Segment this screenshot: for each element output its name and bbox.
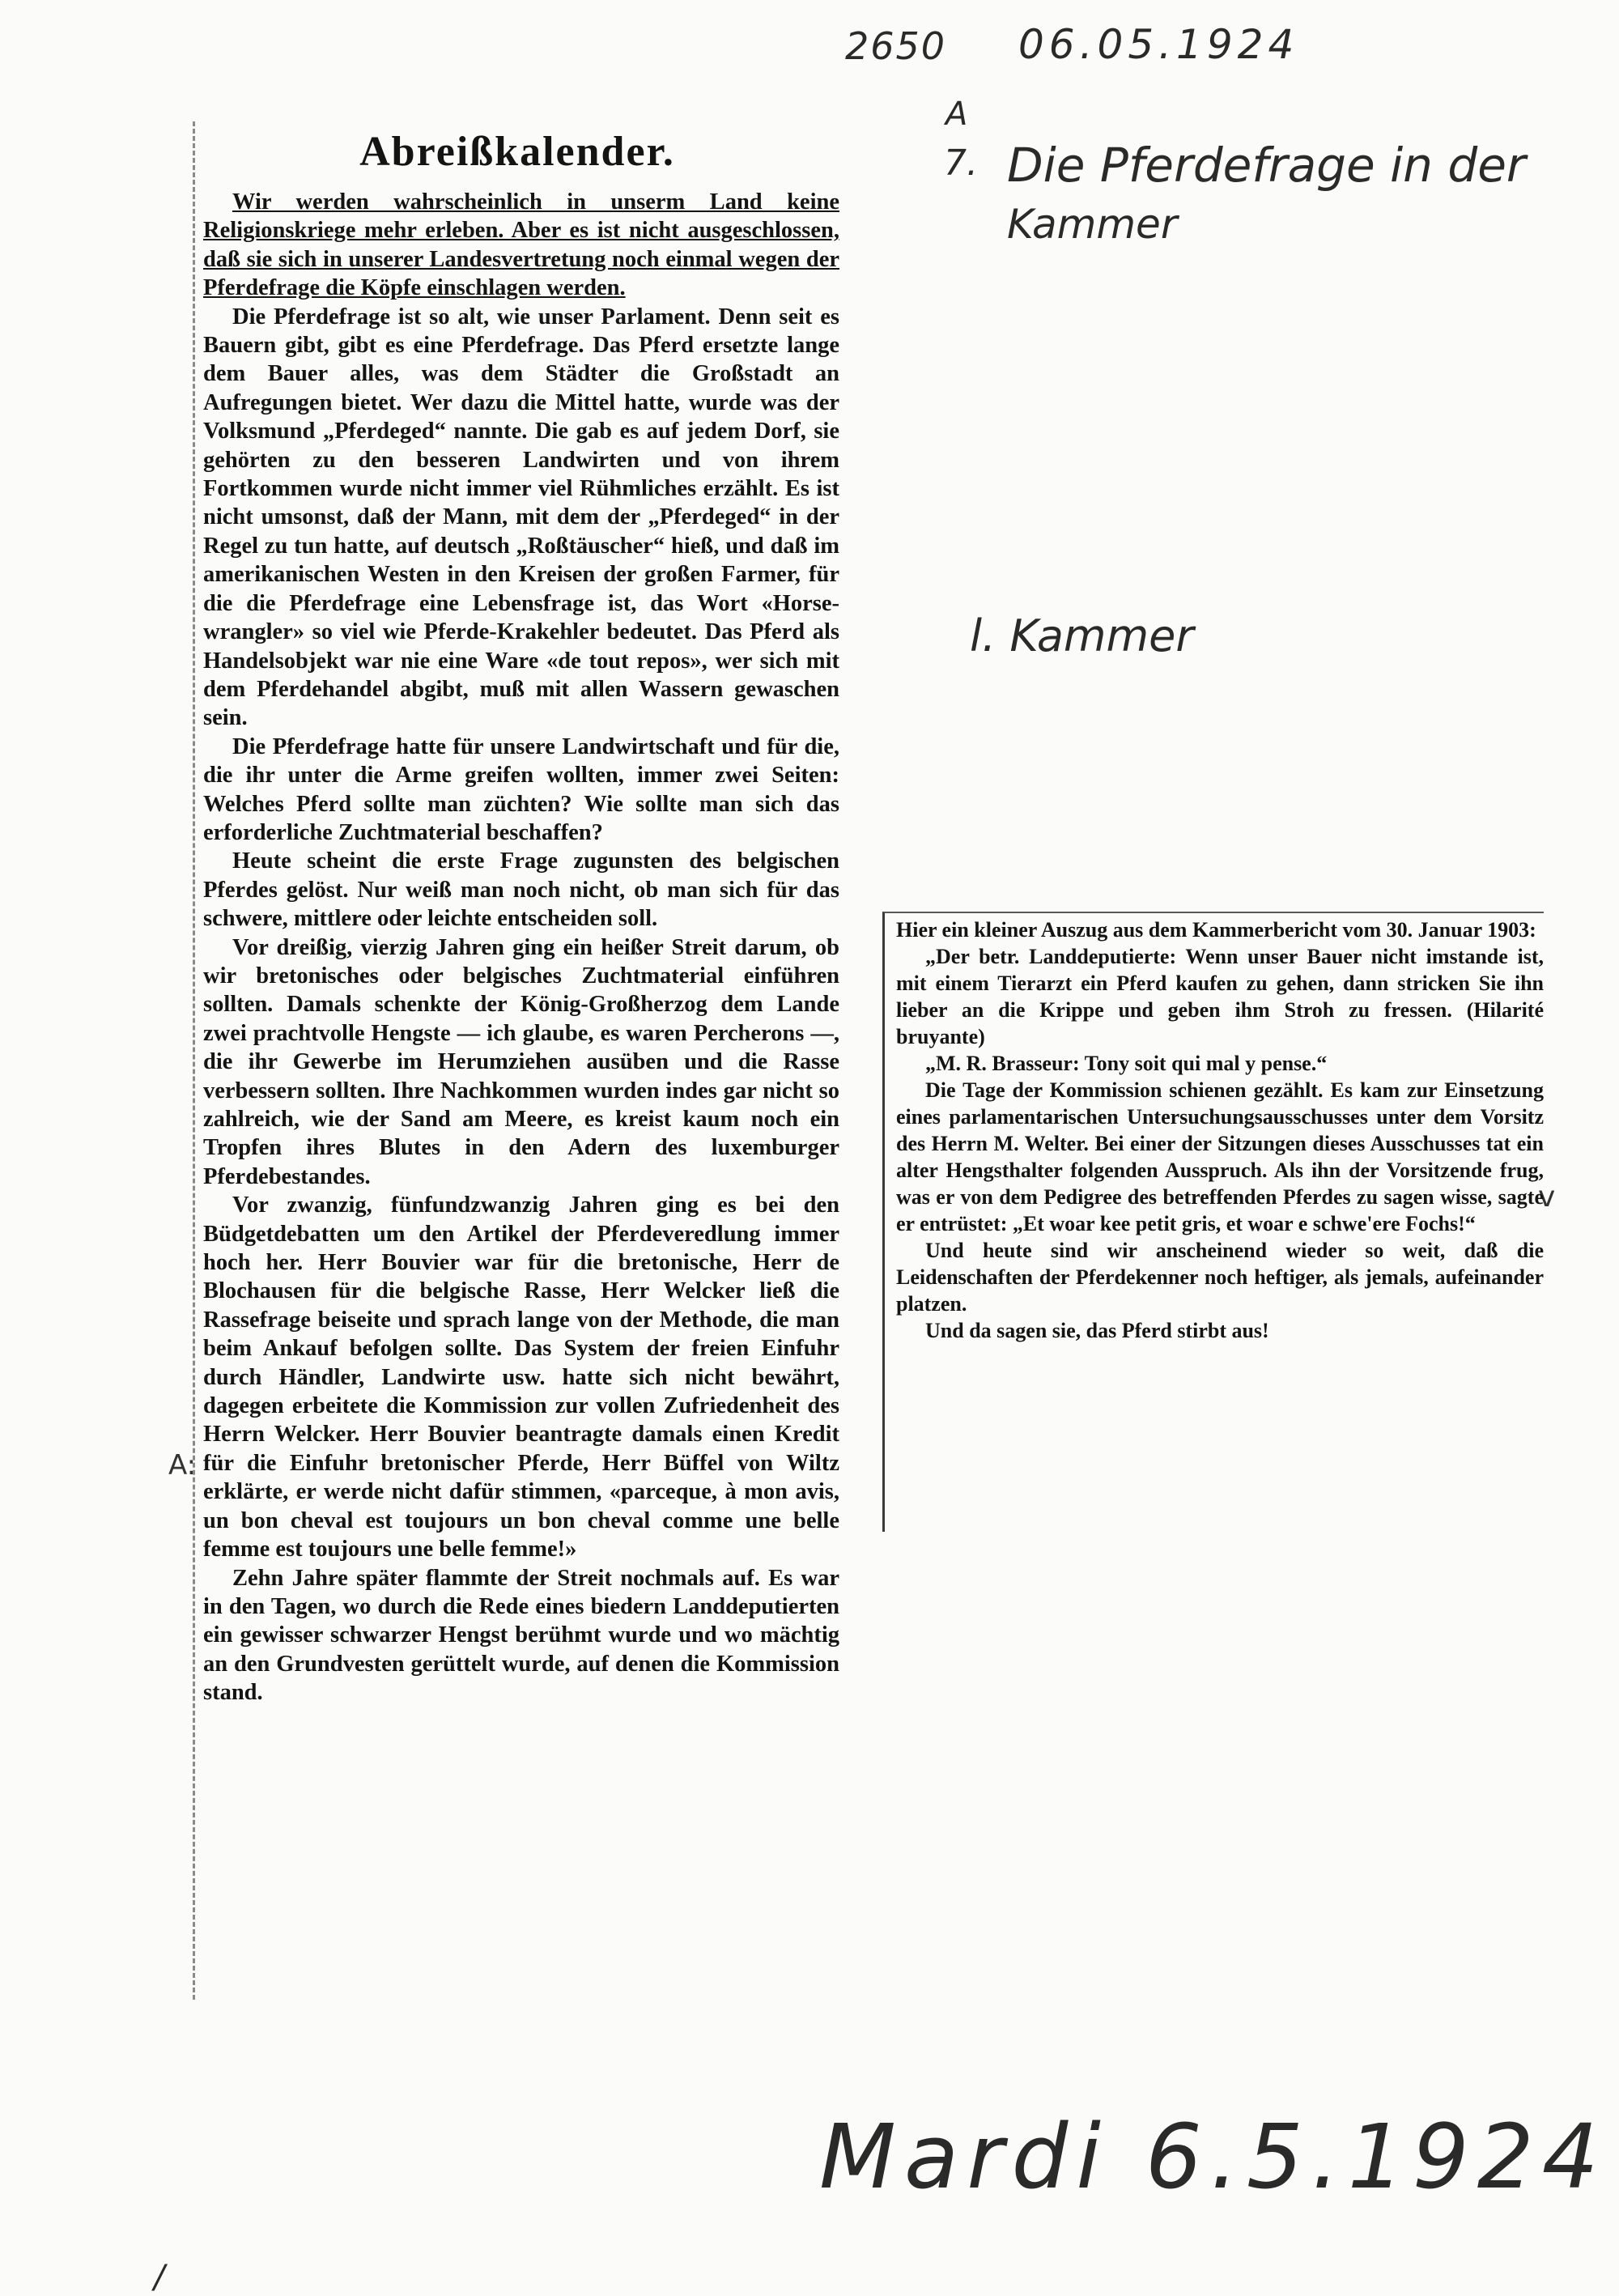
side-tick-mark: v <box>1538 1180 1556 1214</box>
archive-reference-number: 2650 <box>845 24 947 68</box>
excerpt-intro: Hier ein kleiner Auszug aus dem Kammerbericht vom 30. Januar 1903: <box>896 918 1536 942</box>
handwritten-marker-a: A <box>945 96 968 133</box>
excerpt-clipping <box>882 912 1544 1532</box>
excerpt-paragraph: Und da sagen sie, das Pferd stirbt aus! <box>925 1319 1269 1342</box>
handwritten-marker-number: 7. <box>944 142 978 184</box>
handwritten-topic-line1: Die Pferdefrage in der <box>1007 138 1526 193</box>
article-paragraph: Vor zwanzig, fünfundzwanzig Jahren ging es bei den Büdgetdebatten um den Artikel der Pferdeveredlung immer hoch her. Herr Bouvier war für die bretonische, Herr de Blochausen für die belgische Rasse, Herr Welcker ließ die Rassefrage beiseite und sprach lange von der Methode, die man beim Ankauf befolgen sollte. Das System der freien Einfuhr durch Händler, Landwirte usw. hatte sich nicht bewährt, dagegen erbeitete die Kommission zur vollen Zufriedenheit des Herrn Welcker. Herr Bouvier beantragte damals einen Kredit für die Einfuhr bretonischer Pferde, Herr Büffel von Wiltz erklärte, er werde nicht dafür stimmen, «parceque, à mon avis, un bon cheval est toujours un bon cheval comme une belle femme est toujours une belle femme!» <box>203 1193 839 1563</box>
article-paragraph: Zehn Jahre später flammte der Streit nochmals auf. Es war in den Tagen, wo durch die Rede eines biedern Landdeputierten ein gewisser schwarzer Hengst berühmt wurde und wo mächtig an den Grundvesten gerüttelt wurde, auf denen die Kommission stand. <box>203 1565 839 1706</box>
handwritten-bottom-date: Mardi 6.5.1924 <box>819 2105 1607 2209</box>
left-margin-mark: A: <box>168 1449 197 1482</box>
article-paragraph: Die Pferdefrage ist so alt, wie unser Parlament. Denn seit es Bauern gibt, gibt es eine Pferdefrage. Das Pferd ersetzte lange dem Bauer alles, was dem Städter die Großstadt an Aufregungen bietet. Wer dazu die Mittel hatte, wurde was der Volksmund „Pferdeged“ nannte. Die gab es auf jedem Dorf, sie gehörten zu den besseren Landwirten und von ihrem Fortkommen wurde nicht immer viel Rühmliches erzählt. Es ist nicht umsonst, daß der Mann, mit dem der „Pferdeged“ in der Regel zu tun hatte, auf deutsch „Roßtäuscher“ hieß, und daß im amerikanischen Westen in den Kreisen der großen Farmer, für die die Pferdefrage eine Lebensfrage ist, das Wort «Horse-wrangler» so viel wie Pferde-Krakehler bedeutet. Das Pferd als Handelsobjekt war nie eine Ware «de tout repos», wer sich mit dem Pferdehandel abgibt, muß mit allen Wassern gewaschen sein. <box>203 304 839 731</box>
handwritten-date: 06.05.1924 <box>1018 21 1299 68</box>
handwritten-bottom-mark: / <box>154 2259 165 2296</box>
article-paragraph: Wir werden wahrscheinlich in unserm Land keine Religionskriege mehr erleben. Aber es ist nicht ausgeschlossen, daß sie sich in unserer Landesvertretung noch einmal wegen der Pferdefrage die Köpfe einschlagen werden. <box>203 189 839 301</box>
excerpt-paragraph: Und heute sind wir anscheinend wieder so weit, daß die Leidenschaften der Pferdekenner noch heftiger, als jemals, aufeinander platzen. <box>896 1239 1544 1316</box>
excerpt-paragraph: Die Tage der Kommission schienen gezählt. Es kam zur Einsetzung eines parlamentarischen Untersuchungsausschusses unter dem Vorsitz des Herrn M. Welter. Bei einer der Sitzungen dieses Ausschusses tat ein alter Hengsthalter folgenden Ausspruch. Als ihn der Vorsitzende frug, was er von dem Pedigree des betreffenden Pferdes zu sagen wisse, sagte er entrüstet: „Et woar kee petit gris, et woar e schwe'ere Fochs!“ <box>896 1078 1544 1235</box>
article-clipping <box>193 121 839 2000</box>
article-paragraph: Die Pferdefrage hatte für unsere Landwirtschaft und für die, die ihr unter die Arme greifen wollten, immer zwei Seiten: Welches Pferd sollte man züchten? Wie sollte man sich das erforderliche Zuchtmaterial beschaffen? <box>203 733 839 845</box>
article-title: Abreißkalender. <box>359 129 675 175</box>
handwritten-margin-note: l. Kammer <box>970 610 1194 661</box>
excerpt-paragraph: „M. R. Brasseur: Tony soit qui mal y pense.“ <box>925 1052 1328 1075</box>
article-paragraph: Heute scheint die erste Frage zugunsten des belgischen Pferdes gelöst. Nur weiß man noch nicht, ob man sich für das schwere, mittlere oder leichte entscheiden soll. <box>203 848 839 932</box>
article-paragraph: Vor dreißig, vierzig Jahren ging ein heißer Streit darum, ob wir bretonisches oder belgisches Zuchtmaterial einführen sollten. Damals schenkte der König-Großherzog dem Lande zwei prachtvolle Hengste — ich glaube, es waren Percherons —, die ihr Gewerbe im Herumziehen ausüben und die Rasse verbessern sollten. Ihre Nachkommen wurden indes gar nicht so zahlreich, wie der Sand am Meere, es kreist kaum noch ein Tropfen ihres Blutes in den Adern des luxemburger Pferdebestandes. <box>203 934 839 1189</box>
handwritten-topic-line2: Kammer <box>1007 201 1178 248</box>
excerpt-paragraph: „Der betr. Landdeputierte: Wenn unser Bauer nicht imstande ist, mit einem Tierarzt ein Pferd kaufen zu gehen, dann stricken Sie ihn lieber an die Krippe und geben ihm Stroh zu fressen. (Hilarité bruyante) <box>896 945 1544 1048</box>
